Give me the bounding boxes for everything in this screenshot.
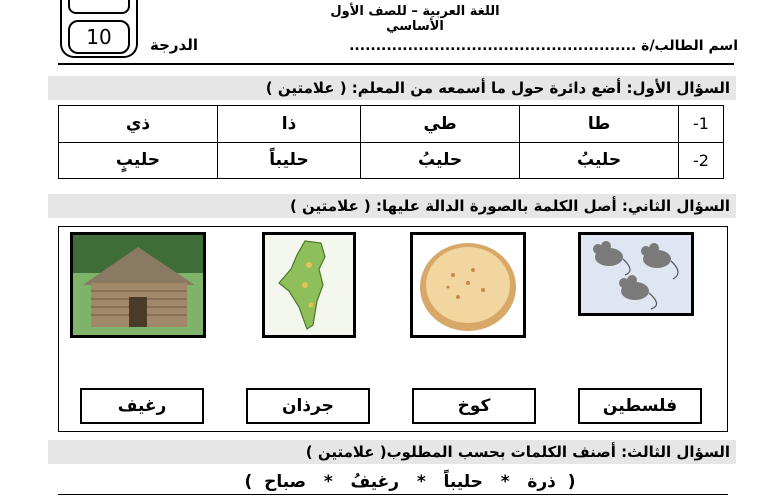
word-box[interactable]: كوخ [412,388,536,424]
hut-icon [73,235,203,335]
student-name-field[interactable]: اسم الطالب/ة ...................................................... [349,38,738,54]
table-row [59,142,724,179]
word-cell[interactable]: حليبُ [361,142,520,179]
palestine-map-image[interactable] [262,232,356,338]
mice-icon [581,235,691,313]
word-cell[interactable]: حليباً [217,142,360,179]
word-cell[interactable]: حليبٍ [59,142,218,179]
row-number: -2 [679,142,724,179]
syllable-cell[interactable]: طي [361,106,520,143]
subject-title: اللغة العربية – للصف الأول الأساسي [330,4,500,34]
q3-title: السؤال الثالث: أصنف الكلمات بحسب المطلوب( علامتين ) [48,440,736,464]
table-row [59,106,724,143]
grade-box [60,0,138,58]
word-box[interactable]: رغيف [80,388,204,424]
mice-image[interactable] [578,232,694,316]
q3-words-line: ( ذرة * حليباً * رغيفُ * صباح ) [244,472,576,492]
bread-image[interactable] [410,232,526,338]
word-cell[interactable]: حليبُ [520,142,679,179]
row-number: -1 [679,106,724,143]
grade-label: الدرجة [150,36,198,54]
q3-table-top [58,494,728,495]
hut-image[interactable] [70,232,206,338]
q2-title: السؤال الثاني: أصل الكلمة بالصورة الدالة عليها: ( علامتين ) [48,194,736,218]
map-icon [265,235,353,335]
word-box[interactable]: جرذان [246,388,370,424]
syllable-cell[interactable]: ذي [59,106,218,143]
syllable-cell[interactable]: ذا [217,106,360,143]
syllable-cell[interactable]: طا [520,106,679,143]
q1-table [58,105,724,179]
bread-icon [413,235,523,335]
q1-title: السؤال الأول: أضع دائرة حول ما أسمعه من المعلم: ( علامتين ) [48,76,736,100]
grade-box-top [68,0,130,14]
grade-value: 10 [68,20,130,54]
word-box[interactable]: فلسطين [578,388,702,424]
header-divider [58,63,734,65]
